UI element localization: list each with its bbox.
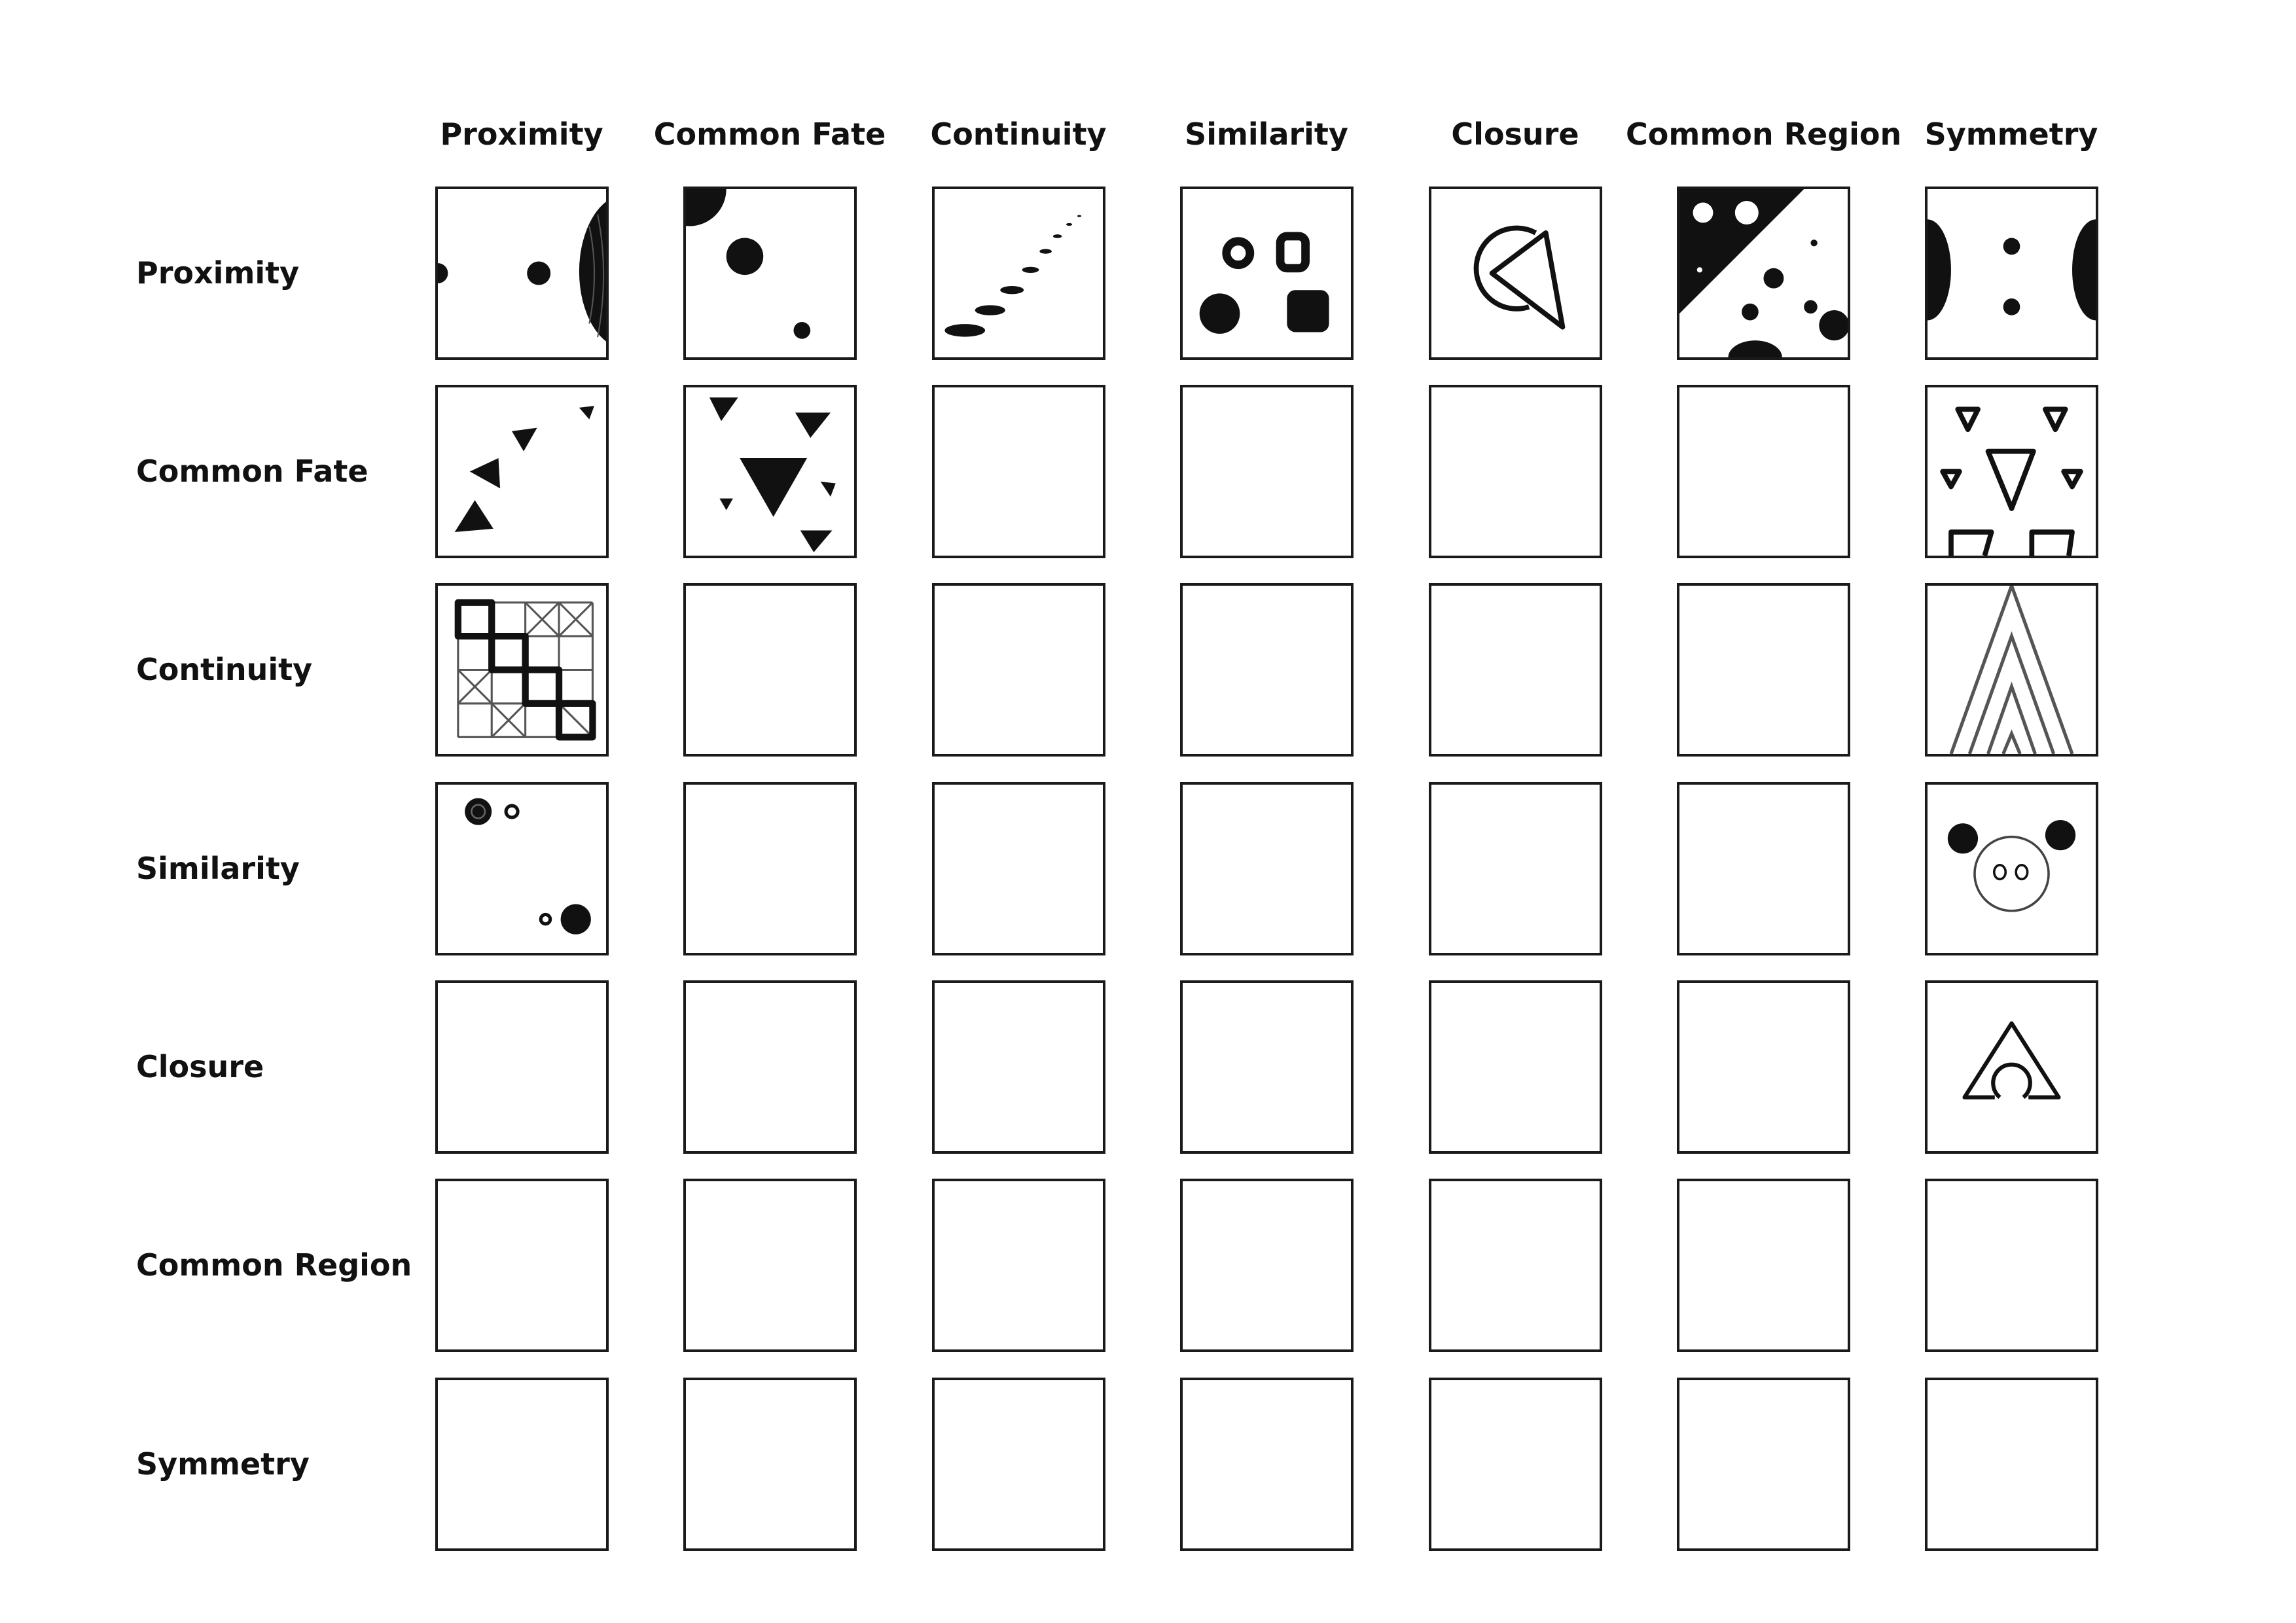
cell-closure-proximity: [435, 980, 609, 1154]
cell-common-fate-closure: [1429, 385, 1602, 558]
cell-proximity-closure: [1429, 187, 1602, 360]
cell-closure-similarity: [1180, 980, 1354, 1154]
continuity-proximity-grid-sketch: [438, 586, 606, 754]
cell-continuity-common-fate: [683, 583, 857, 757]
cell-common-region-continuity: [932, 1179, 1105, 1352]
cell-similarity-similarity: [1180, 782, 1354, 955]
cell-symmetry-common-region: [1677, 1378, 1850, 1551]
column-header-proximity: Proximity: [440, 116, 603, 152]
cell-similarity-closure: [1429, 782, 1602, 955]
cell-similarity-continuity: [932, 782, 1105, 955]
similarity-proximity-circles-sketch: [438, 785, 606, 953]
cell-symmetry-closure: [1429, 1378, 1602, 1551]
cell-closure-closure: [1429, 980, 1602, 1154]
row-header-closure: Closure: [136, 1049, 264, 1084]
cell-continuity-closure: [1429, 583, 1602, 757]
row-header-continuity: Continuity: [136, 652, 313, 687]
cell-symmetry-common-fate: [683, 1378, 857, 1551]
closure-symmetry-triangle-sketch: [1928, 983, 2096, 1151]
similarity-symmetry-face-sketch: [1928, 785, 2096, 953]
cell-proximity-continuity: [932, 187, 1105, 360]
proximity-closure-circle-triangle-sketch: [1431, 189, 1600, 357]
common-fate-proximity-triangles-sketch: [438, 387, 606, 556]
cell-proximity-similarity: [1180, 187, 1354, 360]
cell-proximity-common-region: [1677, 187, 1850, 360]
column-header-continuity: Continuity: [930, 116, 1107, 152]
cell-proximity-proximity: [435, 187, 609, 360]
cell-common-region-similarity: [1180, 1179, 1354, 1352]
row-header-similarity: Similarity: [136, 851, 300, 886]
proximity-common-region-diagonal-sketch: [1679, 189, 1848, 357]
cell-continuity-common-region: [1677, 583, 1850, 757]
cell-similarity-common-region: [1677, 782, 1850, 955]
cell-symmetry-symmetry: [1925, 1378, 2098, 1551]
common-fate-triangles-sketch: [686, 387, 854, 556]
cell-common-fate-similarity: [1180, 385, 1354, 558]
cell-continuity-proximity: [435, 583, 609, 757]
continuity-symmetry-chevrons-sketch: [1928, 586, 2096, 754]
proximity-proximity-dots-sketch: [438, 189, 606, 357]
row-header-symmetry: Symmetry: [136, 1446, 310, 1482]
cell-continuity-similarity: [1180, 583, 1354, 757]
cell-common-region-proximity: [435, 1179, 609, 1352]
cell-continuity-continuity: [932, 583, 1105, 757]
cell-symmetry-similarity: [1180, 1378, 1354, 1551]
cell-common-region-common-fate: [683, 1179, 857, 1352]
cell-common-fate-proximity: [435, 385, 609, 558]
column-header-similarity: Similarity: [1185, 116, 1348, 152]
cell-common-region-symmetry: [1925, 1179, 2098, 1352]
cell-common-fate-common-fate: [683, 385, 857, 558]
cell-similarity-proximity: [435, 782, 609, 955]
cell-similarity-common-fate: [683, 782, 857, 955]
cell-common-fate-common-region: [1677, 385, 1850, 558]
column-header-common-fate: Common Fate: [653, 116, 886, 152]
cell-closure-common-region: [1677, 980, 1850, 1154]
proximity-similarity-rings-squares-sketch: [1183, 189, 1351, 357]
cell-symmetry-proximity: [435, 1378, 609, 1551]
column-header-common-region: Common Region: [1626, 116, 1902, 152]
column-header-symmetry: Symmetry: [1924, 116, 2098, 152]
cell-symmetry-continuity: [932, 1378, 1105, 1551]
proximity-common-fate-dots-sketch: [686, 189, 854, 357]
cell-continuity-symmetry: [1925, 583, 2098, 757]
column-header-closure: Closure: [1451, 116, 1579, 152]
row-header-proximity: Proximity: [136, 255, 300, 291]
proximity-symmetry-colon-sketch: [1928, 189, 2096, 357]
proximity-continuity-ellipse-trail-sketch: [935, 189, 1103, 357]
cell-proximity-symmetry: [1925, 187, 2098, 360]
cell-common-region-closure: [1429, 1179, 1602, 1352]
cell-common-fate-symmetry: [1925, 385, 2098, 558]
row-header-common-region: Common Region: [136, 1247, 412, 1283]
cell-common-fate-continuity: [932, 385, 1105, 558]
cell-common-region-common-region: [1677, 1179, 1850, 1352]
cell-closure-common-fate: [683, 980, 857, 1154]
common-fate-symmetry-triangles-sketch: [1928, 387, 2096, 556]
cell-closure-continuity: [932, 980, 1105, 1154]
row-header-common-fate: Common Fate: [136, 454, 368, 489]
cell-proximity-common-fate: [683, 187, 857, 360]
cell-closure-symmetry: [1925, 980, 2098, 1154]
cell-similarity-symmetry: [1925, 782, 2098, 955]
